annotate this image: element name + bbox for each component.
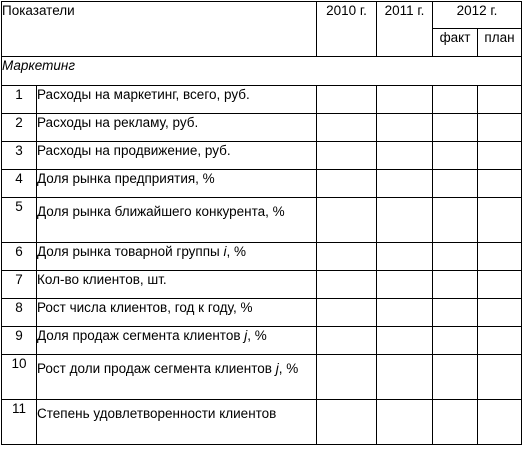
cell-2012-fact — [433, 86, 478, 114]
row-number: 5 — [2, 198, 37, 243]
cell-2012-plan — [478, 86, 522, 114]
cell-2012-plan — [478, 170, 522, 198]
cell-2010 — [317, 114, 377, 142]
cell-2011 — [377, 86, 433, 114]
header-year-2012: 2012 г. — [433, 2, 522, 29]
header-fact: факт — [433, 29, 478, 57]
cell-2011 — [377, 142, 433, 170]
cell-2010 — [317, 271, 377, 299]
table-row — [2, 142, 522, 170]
indicators-table — [1, 1, 522, 445]
cell-2011 — [377, 170, 433, 198]
table-row — [2, 355, 522, 400]
row-label: Доля рынка ближайшего конкурента, % — [37, 198, 317, 243]
row-number: 7 — [2, 271, 37, 299]
header-year-2010: 2010 г. — [317, 2, 377, 57]
cell-2012-plan — [478, 198, 522, 243]
table-row — [2, 198, 522, 243]
section-row — [2, 57, 522, 86]
table-row — [2, 271, 522, 299]
row-number: 8 — [2, 299, 37, 327]
row-label: Кол-во клиентов, шт. — [37, 271, 317, 299]
header-plan: план — [478, 29, 522, 57]
cell-2012-fact — [433, 400, 478, 445]
cell-2012-plan — [478, 271, 522, 299]
row-number: 6 — [2, 243, 37, 271]
cell-2012-fact — [433, 299, 478, 327]
cell-2011 — [377, 243, 433, 271]
cell-2012-fact — [433, 355, 478, 400]
cell-2012-plan — [478, 114, 522, 142]
row-number: 3 — [2, 142, 37, 170]
section-title: Маркетинг — [2, 57, 522, 86]
header-year-2011: 2011 г. — [377, 2, 433, 57]
table-row — [2, 299, 522, 327]
cell-2012-plan — [478, 327, 522, 355]
cell-2010 — [317, 170, 377, 198]
table-row — [2, 400, 522, 445]
cell-2011 — [377, 198, 433, 243]
cell-2010 — [317, 327, 377, 355]
row-label: Расходы на продвижение, руб. — [37, 142, 317, 170]
cell-2010 — [317, 86, 377, 114]
cell-2012-plan — [478, 299, 522, 327]
cell-2011 — [377, 355, 433, 400]
row-label: Расходы на маркетинг, всего, руб. — [37, 86, 317, 114]
cell-2011 — [377, 299, 433, 327]
cell-2011 — [377, 400, 433, 445]
row-label: Расходы на рекламу, руб. — [37, 114, 317, 142]
cell-2012-fact — [433, 170, 478, 198]
row-number: 4 — [2, 170, 37, 198]
cell-2011 — [377, 327, 433, 355]
row-number: 1 — [2, 86, 37, 114]
cell-2011 — [377, 114, 433, 142]
row-label: Рост числа клиентов, год к году, % — [37, 299, 317, 327]
table-row — [2, 327, 522, 355]
cell-2010 — [317, 198, 377, 243]
row-label: Доля рынка товарной группы i, % — [37, 243, 317, 271]
cell-2010 — [317, 299, 377, 327]
cell-2012-fact — [433, 327, 478, 355]
cell-2012-plan — [478, 142, 522, 170]
row-label: Рост доли продаж сегмента клиентов j, % — [37, 355, 317, 400]
cell-2012-fact — [433, 142, 478, 170]
header-indicators: Показатели — [2, 2, 317, 57]
row-label: Доля рынка предприятия, % — [37, 170, 317, 198]
table-row — [2, 243, 522, 271]
cell-2012-fact — [433, 271, 478, 299]
cell-2010 — [317, 400, 377, 445]
cell-2010 — [317, 355, 377, 400]
table-row — [2, 86, 522, 114]
table-row — [2, 114, 522, 142]
cell-2012-plan — [478, 355, 522, 400]
cell-2012-plan — [478, 400, 522, 445]
cell-2012-fact — [433, 198, 478, 243]
row-number: 9 — [2, 327, 37, 355]
cell-2012-plan — [478, 243, 522, 271]
row-label: Доля продаж сегмента клиентов j, % — [37, 327, 317, 355]
cell-2010 — [317, 243, 377, 271]
row-number: 10 — [2, 355, 37, 400]
row-label: Степень удовлетворенности клиентов — [37, 400, 317, 445]
row-number: 11 — [2, 400, 37, 445]
cell-2011 — [377, 271, 433, 299]
table-row — [2, 170, 522, 198]
cell-2012-fact — [433, 243, 478, 271]
row-number: 2 — [2, 114, 37, 142]
cell-2012-fact — [433, 114, 478, 142]
cell-2010 — [317, 142, 377, 170]
header-row — [2, 2, 522, 29]
